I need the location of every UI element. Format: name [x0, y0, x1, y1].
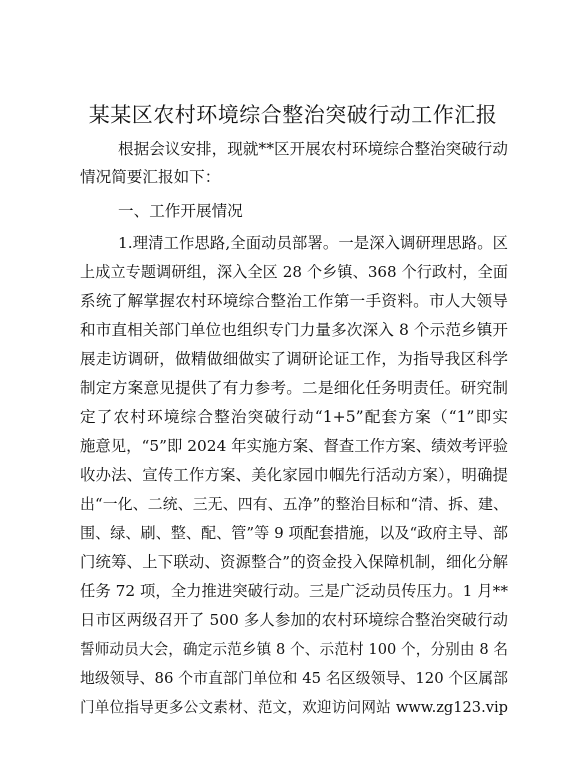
intro-line: 根据会议安排，现就**区开展农村环境综合整治突破行动 — [118, 140, 508, 158]
body-line: 上成立专题调研组，深入全区 28 个乡镇、368 个行政村，全面 — [80, 263, 508, 281]
body-line: 1.理清工作思路,全面动员部署。一是深入调研理思路。区 — [118, 234, 508, 252]
body-line: 门单位指导更多公文素材、范文，欢迎访问网站 www.zg123.vip — [80, 699, 508, 716]
body-line: 定了农村环境综合整治突破行动“1+5”配套方案（“1”即实 — [80, 408, 508, 426]
document-title: 某某区农村环境综合整治突破行动工作汇报 — [88, 103, 498, 127]
body-line: 日市区两级召开了 500 多人参加的农村环境综合整治突破行动 — [80, 611, 508, 629]
body-line: 誓师动员大会，确定示范乡镇 8 个、示范村 100 个，分别由 8 名 — [80, 641, 508, 658]
body-line: 施意见，“5”即 2024 年实施方案、督查工作方案、绩效考评验 — [80, 437, 508, 455]
body-line: 展走访调研，做精做细做实了调研论证工作，为指导我区科学 — [80, 350, 508, 368]
body-line: 出“一化、二统、三无、四有、五净”的整治目标和“清、拆、建、 — [80, 495, 508, 513]
body-line: 门统筹、上下联动、资源整合”的资金投入保障机制，细化分解 — [80, 553, 508, 571]
body-line: 制定方案意见提供了有力参考。二是细化任务明责任。研究制 — [80, 379, 508, 397]
intro-line: 情况简要汇报如下： — [80, 168, 221, 186]
body-line: 任务 72 项，全力推进突破行动。三是广泛动员传压力。1 月** — [80, 582, 508, 600]
section-heading: 一、工作开展情况 — [118, 202, 243, 220]
body-line: 围、绿、刷、整、配、管”等 9 项配套措施，以及“政府主导、部 — [80, 524, 508, 542]
body-line: 地级领导、86 个市直部门单位和 45 名区级领导、120 个区属部 — [80, 669, 508, 687]
body-line: 收办法、宣传工作方案、美化家园巾帼先行活动方案），明确提 — [80, 466, 508, 484]
body-line: 系统了解掌握农村环境综合整治工作第一手资料。市人大领导 — [80, 292, 508, 310]
body-line: 和市直相关部门单位也组织专门力量多次深入 8 个示范乡镇开 — [80, 321, 508, 339]
